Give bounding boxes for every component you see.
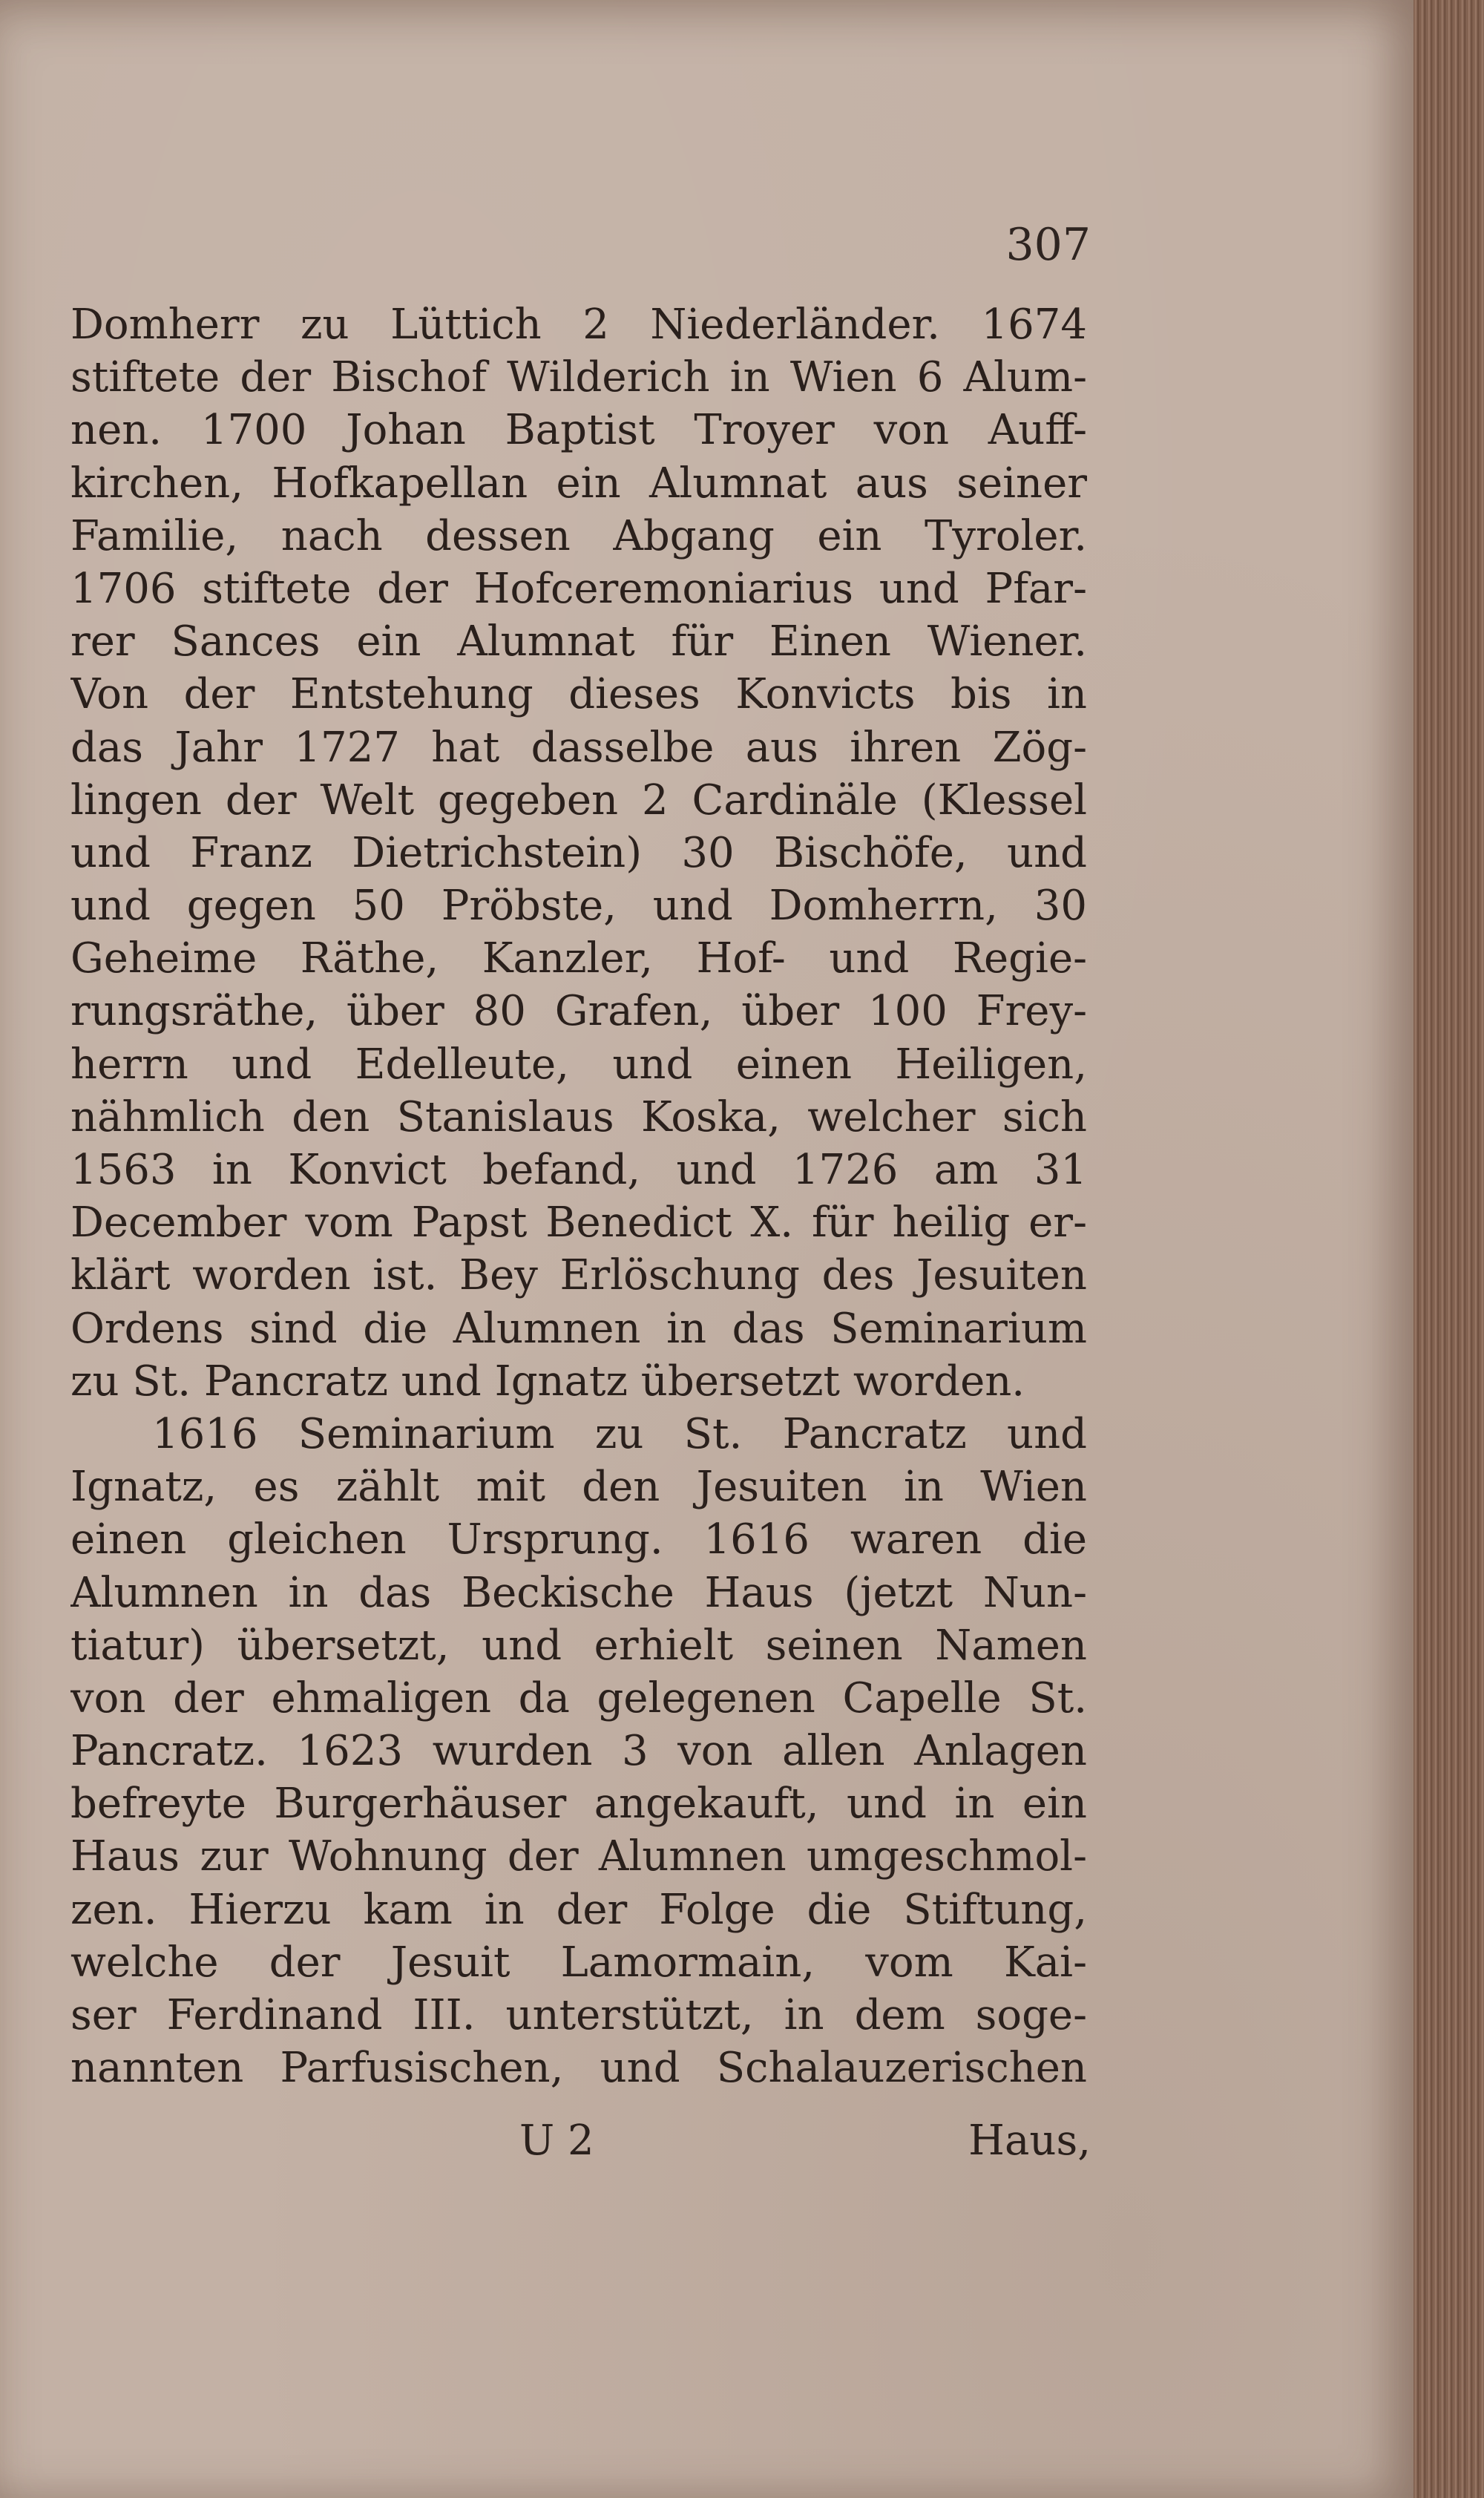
text-line: Ignatz, es zählt mit den Jesuiten in Wien [70, 1463, 1087, 1512]
text-line: Familie, nach dessen Abgang ein Tyroler. [70, 511, 1087, 560]
text-line: tiatur) übersetzt, und erhielt seinen Namen [70, 1621, 1087, 1670]
text-line: herrn und Edelleute, und einen Heiligen, [70, 1040, 1087, 1089]
text-line: klärt worden ist. Bey Erlöschung des Jesuiten [70, 1251, 1087, 1300]
text-line: von der ehmaligen da gelegenen Capelle St. [70, 1673, 1087, 1722]
text-line: 1616 Seminarium zu St. Pancratz und [152, 1409, 1087, 1458]
body-text [70, 298, 1087, 2094]
text-line: nannten Parfusischen, und Schalauzerischen [70, 2044, 1087, 2093]
text-line: kirchen, Hofkapellan ein Alumnat aus seiner [70, 459, 1087, 508]
text-line: das Jahr 1727 hat dasselbe aus ihren Zög- [70, 723, 1087, 772]
text-line: Haus zur Wohnung der Alumnen umgeschmol- [70, 1832, 1087, 1881]
text-line: befreyte Burgerhäuser angekauft, und in ein [70, 1780, 1087, 1829]
page-number: 307 [1005, 219, 1091, 271]
text-line: 1563 in Konvict befand, und 1726 am 31 [70, 1146, 1087, 1194]
text-line: einen gleichen Ursprung. 1616 waren die [70, 1515, 1087, 1564]
text-line: und Franz Dietrichstein) 30 Bischöfe, und [70, 828, 1087, 877]
text-line: December vom Papst Benedict X. für heilig er- [70, 1199, 1087, 1248]
page-edges [1414, 0, 1484, 2498]
text-line: zu St. Pancratz und Ignatz übersetzt worden. [70, 1357, 1025, 1406]
text-line: lingen der Welt gegeben 2 Cardinäle (Klessel [70, 776, 1087, 825]
text-line: nähmlich den Stanislaus Koska, welcher sich [70, 1092, 1087, 1141]
text-line: rer Sances ein Alumnat für Einen Wiener. [70, 617, 1087, 666]
text-line: Ordens sind die Alumnen in das Seminarium [70, 1304, 1087, 1353]
text-line: 1706 stiftete der Hofceremoniarius und Pfar- [70, 564, 1087, 613]
signature-mark: U 2 [519, 2117, 594, 2165]
text-line: nen. 1700 Johan Baptist Troyer von Auff- [70, 406, 1087, 455]
text-line: Von der Entstehung dieses Konvicts bis in [70, 670, 1087, 719]
text-line: Alumnen in das Beckische Haus (jetzt Nun- [70, 1568, 1087, 1617]
catchword: Haus, [968, 2117, 1091, 2165]
text-line: zen. Hierzu kam in der Folge die Stiftung, [70, 1885, 1087, 1934]
text-line: welche der Jesuit Lamormain, vom Kai- [70, 1938, 1087, 1987]
text-line: Geheime Räthe, Kanzler, Hof- und Regie- [70, 934, 1087, 983]
text-line: Pancratz. 1623 wurden 3 von allen Anlagen [70, 1727, 1087, 1776]
text-line: und gegen 50 Pröbste, und Domherrn, 30 [70, 882, 1087, 931]
text-line: Domherr zu Lüttich 2 Niederländer. 1674 [70, 301, 1087, 349]
text-line: ser Ferdinand III. unterstützt, in dem soge- [70, 1991, 1087, 2039]
text-line: rungsräthe, über 80 Grafen, über 100 Frey- [70, 987, 1087, 1036]
text-line: stiftete der Bischof Wilderich in Wien 6 Alum- [70, 353, 1087, 402]
